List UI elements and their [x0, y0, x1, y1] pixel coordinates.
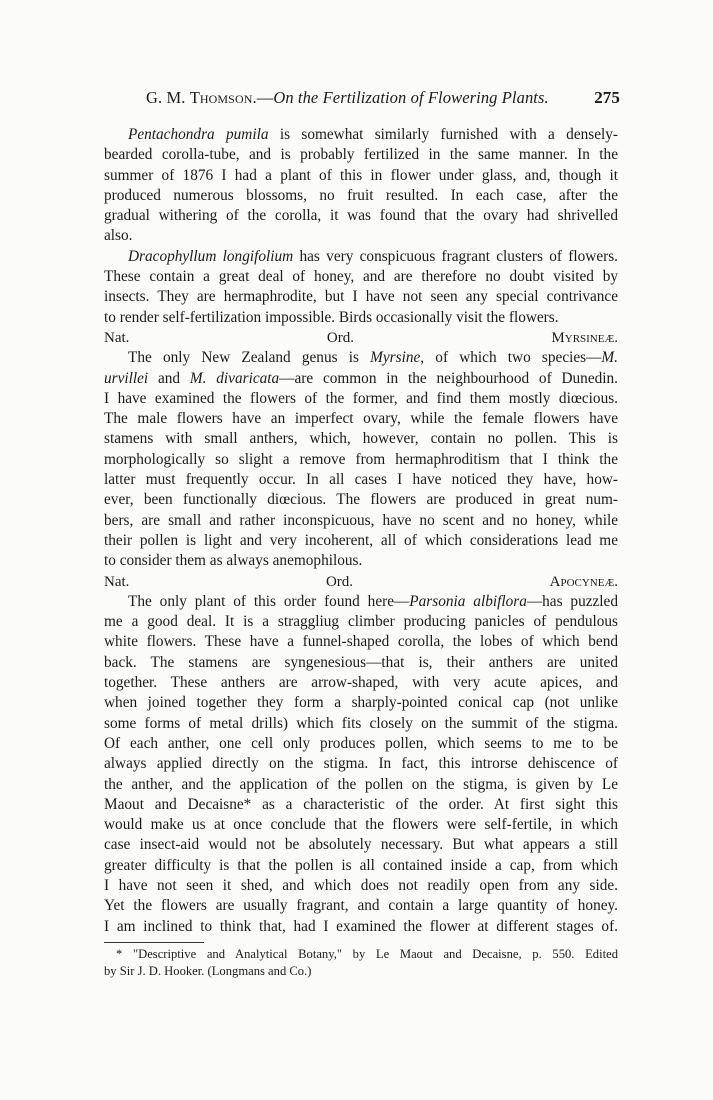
text-line: some forms of metal drills) which fits closely on the summit of the stigma.: [104, 714, 618, 732]
text-line: Pentachondra pumila is somewhat similarly furnished with a densely-: [128, 126, 619, 143]
text-line: when joined together they form a sharply-pointed conical cap (not unlike: [104, 694, 618, 712]
text-line: would make us at once conclude that the flowers were self-fertile, in which: [104, 816, 618, 834]
text-line: case insect-aid would not be absolutely necessary. But what appears a still: [104, 836, 618, 854]
text-line: urvillei and M. divaricata—are common in the neighbourhood of Dunedin.: [104, 369, 618, 387]
text-line: The only plant of this order found here—Parsonia albiflora—has puzzled: [128, 592, 618, 610]
text-line: ever, been functionally diœcious. The flowers are produced in great num-: [104, 491, 618, 509]
text-line: latter must frequently occur. In all cases I have noticed they have, how-: [104, 471, 618, 489]
text-line: always applied directly on the stigma. In fact, this introrse dehiscence of: [104, 755, 618, 773]
text-line: white flowers. These have a funnel-shaped corolla, the lobes of which bend: [104, 633, 618, 651]
text-line: Yet the flowers are usually fragrant, and contain a large quantity of honey.: [104, 897, 618, 915]
text-line: to render self-fertilization impossible. Birds occasionally visit the flowers.: [104, 308, 559, 326]
text-line: I have examined the flowers of the former, and find them mostly diœcious.: [104, 389, 618, 407]
text-line: Maout and Decaisne* as a characteristic of the order. At first sight this: [104, 795, 618, 813]
running-header: [104, 88, 618, 114]
text-line: back. The stamens are syngenesious—that is, their anthers are united: [104, 653, 618, 671]
paragraph-parsonia: [104, 592, 618, 937]
text-line: bearded corolla-tube, and is probably fertilized in the same manner. In the: [104, 146, 618, 164]
text-line: stamens with small anthers, which, however, contain no pollen. This is: [104, 430, 618, 448]
paragraph-dracophyllum: [104, 247, 618, 328]
text-line: me a good deal. It is a straggliug climber producing panicles of pendulous: [104, 613, 618, 631]
text-line: Dracophyllum longifolium has very conspicuous fragrant clusters of flowers.: [128, 247, 619, 265]
section-heading-myrsineae: Nat. Ord. Myrsineæ.: [104, 329, 618, 346]
page-content: [104, 88, 618, 980]
text-line: Of each anther, one cell only produces pollen, which seems to me to be: [104, 734, 618, 752]
text-line: summer of 1876 I had a plant of this in flower under glass, and, though it: [104, 166, 618, 184]
text-line: their pollen is light and very incoherent, all of which considerations lead me: [104, 531, 618, 549]
text-line: These contain a great deal of honey, and are therefore no doubt visited by: [104, 268, 618, 286]
text-line: together. These anthers are arrow-shaped, with very acute apices, and: [104, 674, 618, 692]
text-line: greater difficulty is that the pollen is all contained inside a cap, from which: [104, 856, 618, 874]
text-line: to consider them as always anemophilous.: [104, 552, 363, 570]
header-author: G. M. Thomson: [146, 88, 253, 107]
text-line: also.: [104, 227, 133, 245]
text-line: produced numerous blossoms, no fruit resulted. In each case, after the: [104, 186, 618, 204]
text-line: gradual withering of the corolla, it was found that the ovary had shrivelled: [104, 207, 618, 225]
species-name: Dracophyllum longifolium: [128, 247, 294, 265]
paragraph-myrsine: [104, 348, 618, 571]
text-line: insects. They are hermaphrodite, but I have not seen any special contrivance: [104, 288, 618, 306]
page-number: 275: [594, 88, 620, 107]
text-line: The only New Zealand genus is Myrsine, of which two species—M.: [128, 349, 618, 367]
text-line: the anther, and the application of the pollen on the stigma, is given by Le: [104, 775, 618, 793]
section-heading-apocyneae: Nat. Ord. Apocyneæ.: [104, 573, 618, 590]
text-line: morphologically so slight a remove from hermaphroditism that I think the: [104, 450, 618, 468]
footnote-line: * "Descriptive and Analytical Botany," by Le Maout and Decaisne, p. 550. Edited: [116, 946, 618, 961]
footnote-divider: [104, 942, 204, 943]
text-line: I am inclined to think that, had I examined the flower at different stages of.: [104, 917, 618, 935]
footnote: [104, 946, 618, 980]
text-line: The male flowers have an imperfect ovary, while the female flowers have: [104, 410, 618, 428]
footnote-line: by Sir J. D. Hooker. (Longmans and Co.): [104, 963, 312, 978]
header-title: On the Fertilization of Flowering Plants.: [273, 88, 549, 107]
body-text: [104, 125, 618, 937]
species-name: Pentachondra pumila: [128, 126, 269, 143]
text-line: bers, are small and rather inconspicuous, have no scent and no honey, while: [104, 511, 618, 529]
paragraph-pentachondra: [104, 125, 618, 247]
text-line: I have not seen it shed, and which does not readily open from any side.: [104, 876, 618, 894]
header-line: G. M. Thomson.—On the Fertilization of Flowering Plants.: [146, 88, 549, 107]
